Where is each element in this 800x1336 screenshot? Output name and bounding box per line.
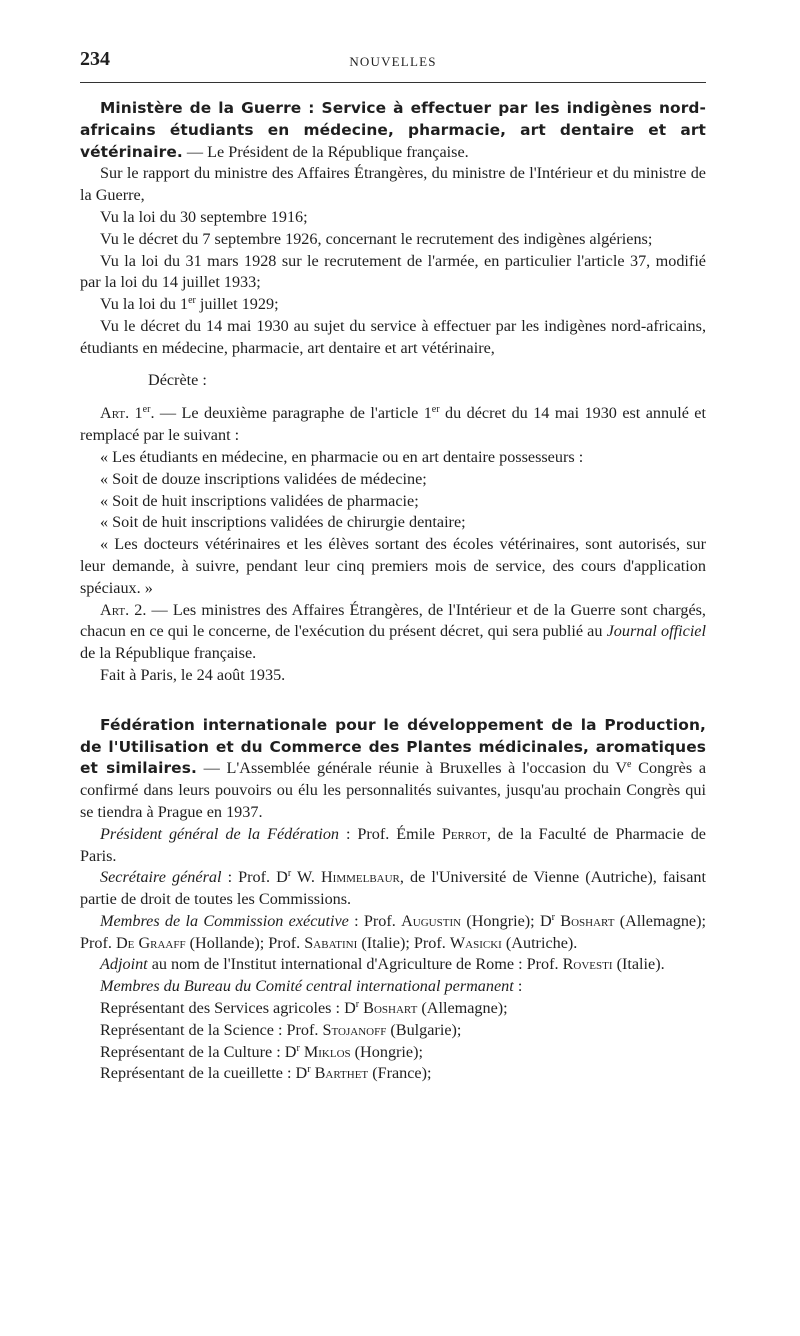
paragraph: Vu le décret du 7 septembre 1926, concernant le recrutement des indigènes algériens; <box>100 229 653 248</box>
section1-heading-paragraph <box>80 98 706 163</box>
text-run: (Hongrie); D <box>461 911 552 930</box>
text-run: Vu la loi du 1 <box>100 295 189 314</box>
section1-title: Ministère de la Guerre : Service à effectuer par les indigènes nord-africains étudiants en médecine, pharmacie, art dentaire et art vétérinaire. <box>80 99 706 161</box>
text-run: : <box>513 977 523 996</box>
representative-entry <box>80 1042 706 1064</box>
header-rule <box>80 82 706 83</box>
quote-paragraph: « Soit de huit inscriptions validées de pharmacie; <box>100 491 419 510</box>
article-1 <box>80 403 706 447</box>
quote-paragraph: « Les docteurs vétérinaires et les élèves sortant des écoles vétérinaires, sont autorisés, sur leur demande, à suivre, pendant leur cinq premiers mois de service, des cours d'application spéciaux. » <box>80 535 706 597</box>
role-label: Secrétaire général <box>100 868 222 887</box>
text-run: Représentant de la Science : Prof. <box>100 1020 323 1039</box>
role-label: Adjoint <box>100 955 148 974</box>
quote-paragraph: « Les étudiants en médecine, en pharmacie ou en art dentaire possesseurs : <box>100 447 584 466</box>
person-name: Rovesti <box>562 955 613 974</box>
text-run: (Allemagne); <box>417 999 508 1018</box>
quote-paragraph: « Soit de douze inscriptions validées de médecine; <box>100 469 427 488</box>
article-label: Art. 2. <box>100 600 147 619</box>
decrete-line: Décrète : <box>148 370 207 389</box>
page-header <box>80 44 706 84</box>
text-run: de la République française. <box>80 644 257 663</box>
text-run: (Allemagne); Prof. <box>80 911 707 952</box>
person-name: Wasicki <box>449 933 502 952</box>
person-name: Stojanoff <box>322 1020 387 1039</box>
text-run: (Italie). <box>612 955 665 974</box>
text-run: : Prof. Émile <box>339 824 442 843</box>
person-name: Boshart <box>363 999 418 1018</box>
text-run: (Autriche). <box>501 933 578 952</box>
paragraph <box>80 294 706 316</box>
superscript: r <box>307 1064 311 1076</box>
person-name: De Graaff <box>115 933 186 952</box>
representative-entry <box>80 1020 706 1042</box>
text-run: (Hongrie); <box>350 1042 423 1061</box>
person-name: Sabatini <box>304 933 358 952</box>
paragraph: Vu la loi du 31 mars 1928 sur le recrutement de l'armée, en particulier l'article 37, modifié par la loi du 14 juillet 1933; <box>80 251 706 292</box>
paragraph: Sur le rapport du ministre des Affaires Étrangères, du ministre de l'Intérieur et du ministre de la Guerre, <box>80 164 706 205</box>
person-name: Barthet <box>314 1064 369 1083</box>
person-name: Miklos <box>303 1042 351 1061</box>
superscript: er <box>142 404 151 416</box>
role-label: Président général de la Fédération <box>100 824 340 843</box>
page-body <box>80 98 706 1085</box>
article-label: Art. 1 <box>100 404 143 423</box>
president-entry <box>80 824 706 868</box>
text-run: . — Le deuxième paragraphe de l'article 1 <box>150 404 432 423</box>
section-gap <box>80 687 706 715</box>
representative-entry <box>80 998 706 1020</box>
text-run: : Prof. D <box>221 868 288 887</box>
superscript: er <box>188 295 196 307</box>
paragraph: Vu le décret du 14 mai 1930 au sujet du service à effectuer par les indigènes nord-africains, étudiants en médecine, pharmacie, art dentaire et art vétérinaire, <box>80 316 706 357</box>
section2-heading-paragraph <box>80 715 706 824</box>
role-label: Membres de la Commission exécutive <box>100 911 349 930</box>
signature-line: Fait à Paris, le 24 août 1935. <box>100 665 286 684</box>
commission-members-entry <box>80 911 706 955</box>
person-name: Himmelbaur <box>320 868 400 887</box>
superscript: er <box>431 404 440 416</box>
text-run: — Les ministres des Affaires Étrangères, de l'Intérieur et de la Guerre sont chargés, chacun en ce qui le concerne, de l'exécution du présent décret, qui sera publié au <box>80 600 706 641</box>
representative-entry <box>80 1063 706 1085</box>
person-name: Perrot <box>441 824 487 843</box>
text-run: Représentant des Services agricoles : D <box>100 999 356 1018</box>
superscript: e <box>627 759 632 771</box>
superscript: r <box>355 999 360 1011</box>
text-run: W. <box>291 868 321 887</box>
adjoint-entry <box>80 954 706 976</box>
running-title: NOUVELLES <box>349 54 437 69</box>
text-run: (Italie); Prof. <box>357 933 450 952</box>
text-run: : Prof. <box>348 911 402 930</box>
page-number: 234 <box>80 48 110 70</box>
text-run: (Bulgarie); <box>386 1020 462 1039</box>
person-name: Augustin <box>401 911 462 930</box>
superscript: r <box>296 1042 300 1054</box>
bureau-heading <box>80 976 706 998</box>
text-run: , de l'Université de Vienne (Autriche), faisant partie de droit de toutes les Commissions. <box>80 868 706 909</box>
article-2 <box>80 600 706 665</box>
text-run: (France); <box>368 1064 432 1083</box>
text-run: au nom de l'Institut international d'Agriculture de Rome : Prof. <box>147 955 563 974</box>
text-run: , de la Faculté de Pharmacie de Paris. <box>80 824 706 865</box>
superscript: r <box>551 911 555 923</box>
text-run: Congrès a confirmé dans leurs pouvoirs ou élu les personnalités suivantes, jusqu'au prochain Congrès qui se tiendra à Prague en 1937. <box>80 759 706 821</box>
superscript: r <box>287 868 292 880</box>
quote-paragraph: « Soit de huit inscriptions validées de chirurgie dentaire; <box>100 513 466 532</box>
section2-title: Fédération internationale pour le développement de la Production, de l'Utilisation et du Commerce des Plantes médicinales, aromatiques et similaires. <box>80 715 706 778</box>
text-run: Représentant de la Culture : D <box>100 1042 297 1061</box>
paragraph: Vu la loi du 30 septembre 1916; <box>100 207 308 226</box>
text-run: juillet 1929; <box>195 295 279 314</box>
text-run: Représentant de la cueillette : D <box>100 1064 308 1083</box>
secretary-entry <box>80 867 706 911</box>
journal-title: Journal officiel <box>606 622 706 641</box>
text-run: du décret du 14 mai 1930 est annulé et remplacé par le suivant : <box>80 404 706 445</box>
text-run: — L'Assemblée générale réunie à Bruxelles à l'occasion du V <box>196 759 628 778</box>
text-run: (Hollande); Prof. <box>185 933 305 952</box>
section1-intro: — Le Président de la République française. <box>182 142 469 161</box>
person-name: Boshart <box>560 911 615 930</box>
role-label: Membres du Bureau du Comité central international permanent <box>100 977 514 996</box>
